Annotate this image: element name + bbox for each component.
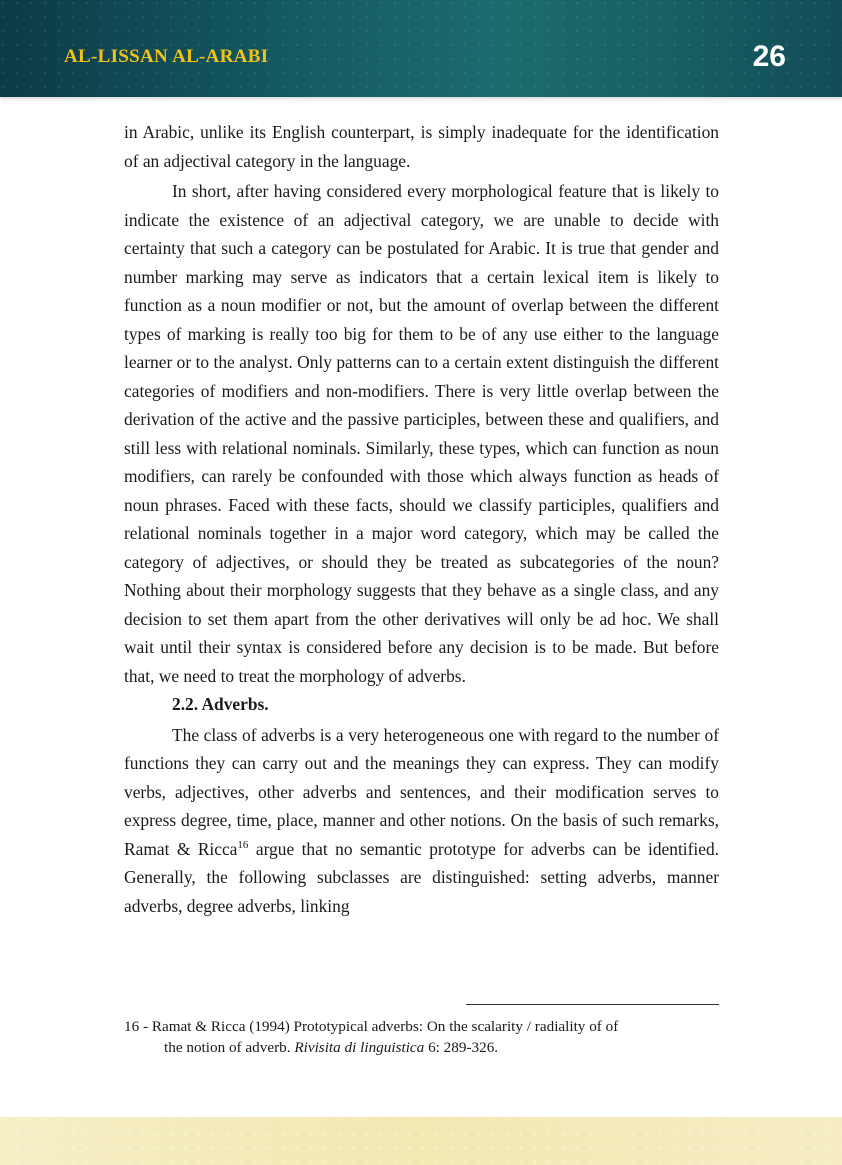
- footnote-journal-name: Rivisita di linguistica: [294, 1039, 425, 1056]
- page-footer-band: [0, 1117, 842, 1165]
- paragraph-continuation: in Arabic, unlike its English counterpart, is simply inadequate for the identification of an adjectival category in the language.: [124, 122, 719, 171]
- footnote-pages: 6: 289-326.: [424, 1039, 499, 1056]
- section-heading: 2.2. Adverbs.: [172, 694, 269, 714]
- footnote-reference: 16: [237, 838, 249, 851]
- body-text: [124, 118, 719, 920]
- footnote-divider: [466, 1004, 719, 1005]
- paragraph-adverbs-text: The class of adverbs is a very heterogeneous one with regard to the number of functions they can carry out and the meanings they can express. They can modify verbs, adjectives, other adverbs and sentences, and their modification serves to express degree, time, place, manner and other notions. On the basis of such remarks, Ramat & Ricca: [124, 724, 719, 859]
- paragraph-adverbs: [124, 721, 719, 921]
- footnote: [124, 1016, 719, 1058]
- footnote-text: the notion of adverb.: [164, 1039, 295, 1056]
- footnote-line-1: 16 - Ramat & Ricca (1994) Prototypical adverbs: On the scalarity / radiality of of: [124, 1018, 619, 1035]
- paragraph-summary: In short, after having considered every morphological feature that is likely to indicate the existence of an adjectival category, we are unable to decide with certainty that such a category can be postulated for Arabic. It is true that gender and number marking may serve as indicators that a certain lexical item is likely to function as a noun modifier or not, but the amount of overlap between the different types of marking is really too big for them to be of any use either to the language learner or to the analyst. Only patterns can to a certain extent distinguish the different categories of modifiers and non-modifiers. There is very little overlap between the derivation of the active and the passive participles, between these and qualifiers, and still less with relational nominals. Similarly, these types, which can function as noun modifiers, can rarely be confounded with those which always function as heads of noun phrases. Faced with these facts, should we classify participles, qualifiers and relational nominals together in a major word category, which may be called the category of adjectives, or should they be treated as subcategories of the noun? Nothing about their morphology suggests that they behave as a single class, and any decision to set them apart from the other derivatives will only be ad hoc. We shall wait until their syntax is considered before any decision is to be made. But before that, we need to treat the morphology of adverbs.: [124, 181, 719, 686]
- page-header-banner: [0, 0, 842, 97]
- paragraph-adverbs-text-cont: argue that no semantic prototype for adverbs can be identified. Generally, the following subclasses are distinguished: setting adverbs, manner adverbs, degree adverbs, linking: [124, 838, 719, 916]
- page-number: 26: [752, 40, 786, 73]
- footnote-line-2: [124, 1037, 719, 1058]
- journal-title: AL-LISSAN AL-ARABI: [64, 46, 269, 67]
